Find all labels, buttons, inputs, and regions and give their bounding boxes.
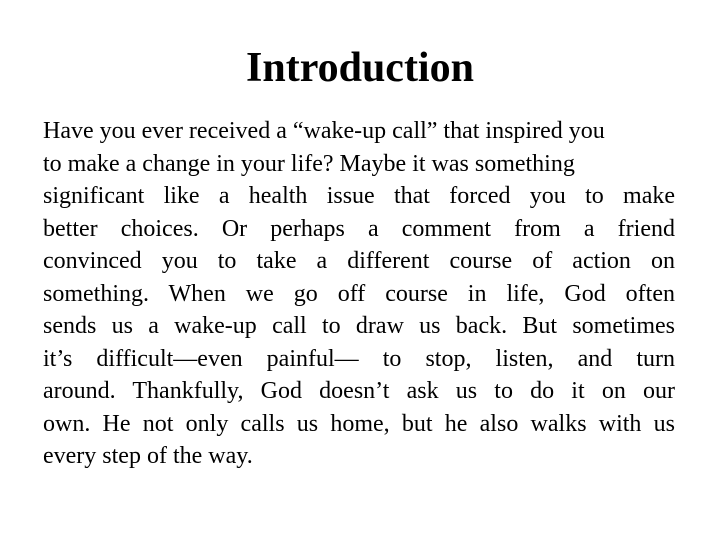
body-line: own. He not only calls us home, but he also walks with us — [43, 410, 675, 437]
body-line: every step of the way. — [43, 443, 253, 469]
body-line: convinced you to take a different course of action on — [43, 248, 675, 274]
body-line: to make a change in your life? Maybe it was something — [43, 150, 575, 177]
slide-title: Introduction — [246, 45, 474, 91]
body-line: significant like a health issue that forced you to make — [43, 183, 675, 209]
body-line: better choices. Or perhaps a comment from a friend — [43, 215, 675, 242]
body-line: around. Thankfully, God doesn’t ask us to do it on our — [43, 378, 675, 404]
body-line: it’s difficult—even painful— to stop, listen, and turn — [43, 345, 675, 372]
body-text — [43, 115, 675, 473]
body-line: Have you ever received a “wake-up call” that inspired you — [43, 118, 605, 144]
body-line: sends us a wake-up call to draw us back. But sometimes — [43, 313, 675, 339]
body-line: something. When we go off course in life, God often — [43, 280, 675, 307]
